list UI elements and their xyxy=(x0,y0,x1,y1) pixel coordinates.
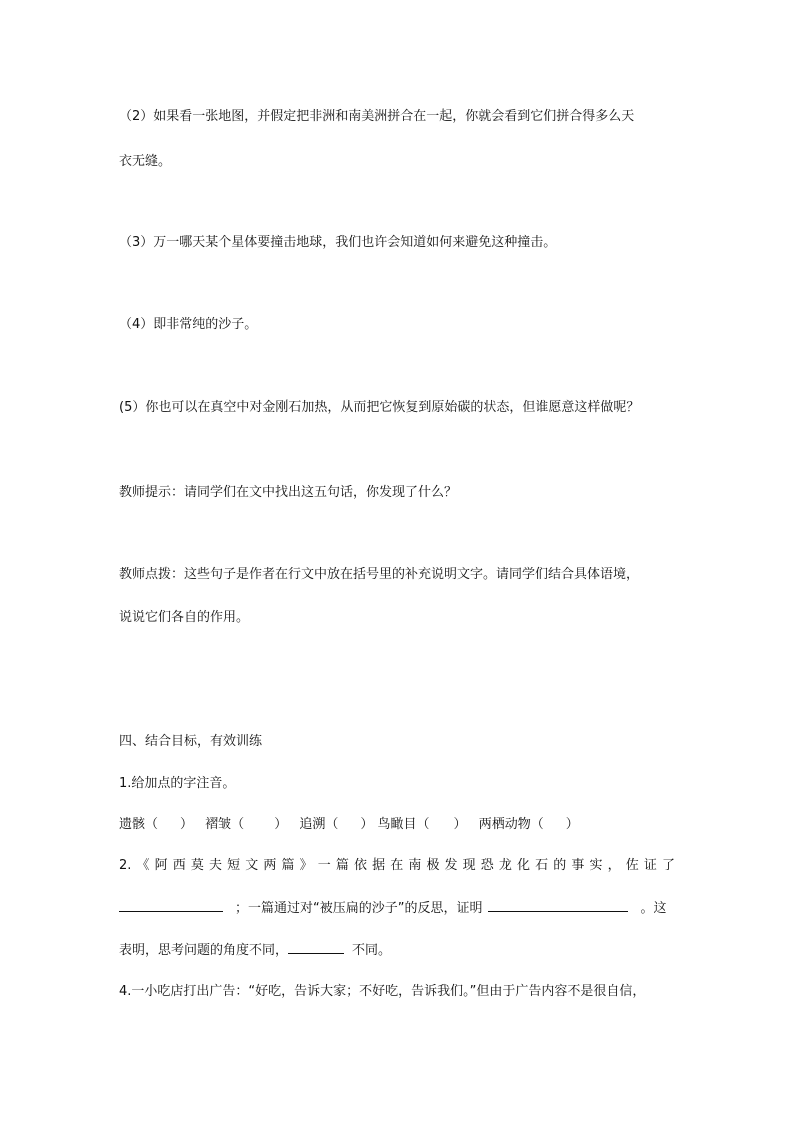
question-1-items xyxy=(119,816,579,834)
paragraph-5: (5）你也可以在真空中对金刚石加热，从而把它恢复到原始碳的状态，但谁愿意这样做呢？ xyxy=(119,400,640,415)
paragraph-3: （3）万一哪天某个星体要撞击地球，我们也许会知道如何来避免这种撞击。 xyxy=(119,235,557,250)
q1-item-close: ） xyxy=(565,817,579,832)
q1-item-close: ） xyxy=(453,817,467,832)
teacher-guide-line-1: 教师点拨：这些句子是作者在行文中放在括号里的补充说明文字。请同学们结合具体语境， xyxy=(119,567,640,582)
question-4-line-1: 4.一小吃店打出广告：“好吃，告诉大家；不好吃，告诉我们。”但由于广告内容不是很自信， xyxy=(119,984,646,999)
q2-line3-end: 不同。 xyxy=(352,943,392,958)
paragraph-2-line-2: 衣无缝。 xyxy=(119,154,172,169)
q1-item-word: 遗骸（ xyxy=(119,817,159,832)
answer-blank[interactable] xyxy=(119,899,223,912)
q1-item-word: 褶皱（ xyxy=(205,817,245,832)
q1-item-close: ） xyxy=(180,817,194,832)
q2-mid-text: ；一篇通过对“被压扁的沙子”的反思，证明 xyxy=(235,901,483,916)
paragraph-4: （4）即非常纯的沙子。 xyxy=(119,317,258,332)
question-2-line-1: 2.《阿西莫夫短文两篇》一篇依据在南极发现恐龙化石的事实，佐证了 xyxy=(119,858,675,873)
teacher-guide-line-2: 说说它们各自的作用。 xyxy=(119,610,250,625)
q2-end-text: 。这 xyxy=(640,901,667,916)
question-1-title: 1.给加点的字注音。 xyxy=(119,776,236,791)
question-2-line-2 xyxy=(119,899,667,918)
q1-item-word: 鸟瞰目（ xyxy=(377,817,430,832)
section-heading: 四、结合目标，有效训练 xyxy=(119,734,263,749)
q2-line3-start: 表明，思考问题的角度不同， xyxy=(119,943,289,958)
teacher-hint: 教师提示：请同学们在文中找出这五句话，你发现了什么？ xyxy=(119,485,458,500)
q1-item-close: ） xyxy=(360,817,374,832)
paragraph-2-line-1: （2）如果看一张地图，并假定把非洲和南美洲拼合在一起，你就会看到它们拼合得多么天 xyxy=(119,109,635,124)
answer-blank[interactable] xyxy=(488,899,628,912)
q1-item-word: 追溯（ xyxy=(299,817,339,832)
question-2-line-3 xyxy=(119,941,391,960)
q1-item-close: ） xyxy=(274,817,288,832)
answer-blank[interactable] xyxy=(288,941,344,954)
q1-item-word: 两栖动物（ xyxy=(478,817,544,832)
